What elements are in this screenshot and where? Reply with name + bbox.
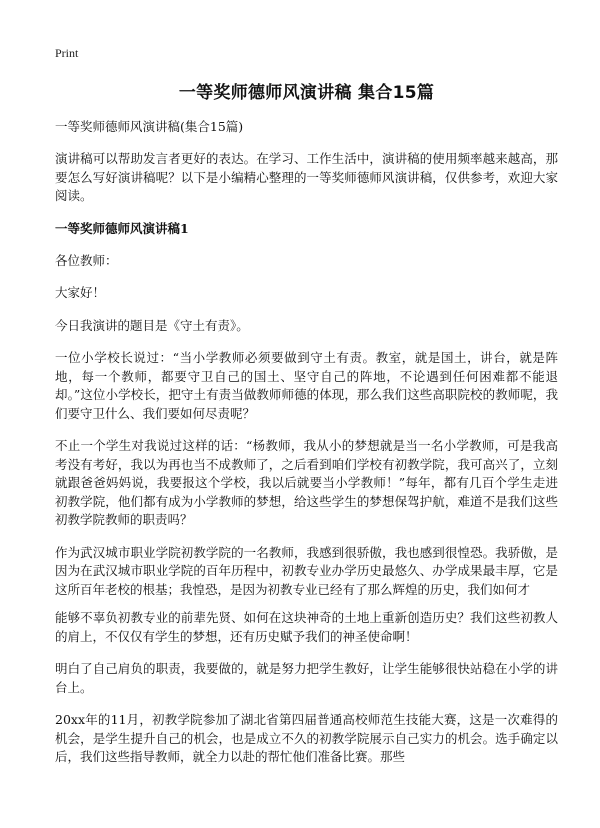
section-heading: 一等奖师德师风演讲稿1 [55,220,189,236]
body-paragraph: 明白了自己肩负的职责，我要做的，就是努力把学生教好，让学生能够很快站稳在小学的讲台上。 [55,661,558,695]
body-paragraph: 作为武汉城市职业学院初教学院的一名教师，我感到很骄傲，我也感到很惶恐。我骄傲，是因为在武汉城市职业学院的百年历程中，初教专业办学历史最悠久、办学成果最丰厚，它是这所百年老校的根基；我惶恐，是因为初教专业已经有了那么辉煌的历史，我们如何才 [55,544,558,597]
greeting-paragraph: 大家好！ [55,285,106,300]
body-paragraph: 能够不辜负初教专业的前辈先贤、如何在这块神奇的土地上重新创造历史？我们这些初教人的肩上，不仅仅有学生的梦想，还有历史赋予我们的神圣使命啊！ [55,610,558,644]
topic-paragraph: 今日我演讲的题目是《守土有责》。 [55,317,249,333]
body-paragraph: 不止一个学生对我说过这样的话：“杨教师，我从小的梦想就是当一名小学教师，可是我高考没有考好，我以为再也当不成教师了，之后看到咱们学校有初教学院，我可高兴了，立刻就跟爸爸妈妈说，我要报这个学校，我以后就要当小学教师！”每年，都有几百个学生走进初教学院，他们都有成为小学教师的梦想，给这些学生的梦想保驾护航，难道不是我们这些初教学院教师的职责吗？ [55,438,558,527]
document-subtitle: 一等奖师德师风演讲稿(集合15篇) [55,119,244,134]
body-paragraph: 一位小学校长说过：“当小学教师必须要做到守土有责。教室，就是国土，讲台，就是阵地，每一个教师，都要守卫自己的国土、坚守自己的阵地，不论遇到任何困难都不能退却。”这位小学校长，把守土有责当做教师师德的体现，那么我们这些高职院校的教师呢，我们要守卫什么、我们要如何尽责呢？ [55,350,558,421]
print-link[interactable]: Print [55,46,79,60]
page-title: 一等奖师德师风演讲稿 集合15篇 [178,83,435,103]
salutation-paragraph: 各位教师： [55,252,118,268]
intro-paragraph: 演讲稿可以帮助发言者更好的表达。在学习、工作生活中，演讲稿的使用频率越来越高，那要怎么写好演讲稿呢？以下是小编精心整理的一等奖师德师风演讲稿，仅供参考，欢迎大家阅读。 [55,151,558,203]
body-paragraph: 20xx年的11月，初教学院参加了湖北省第四届普通高校师范生技能大赛，这是一次难得的机会，是学生提升自己的机会，也是成立不久的初教学院展示自己实力的机会。选手确定以后，我们这些指导教师，就全力以赴的帮忙他们准备比赛。那些 [55,712,558,764]
